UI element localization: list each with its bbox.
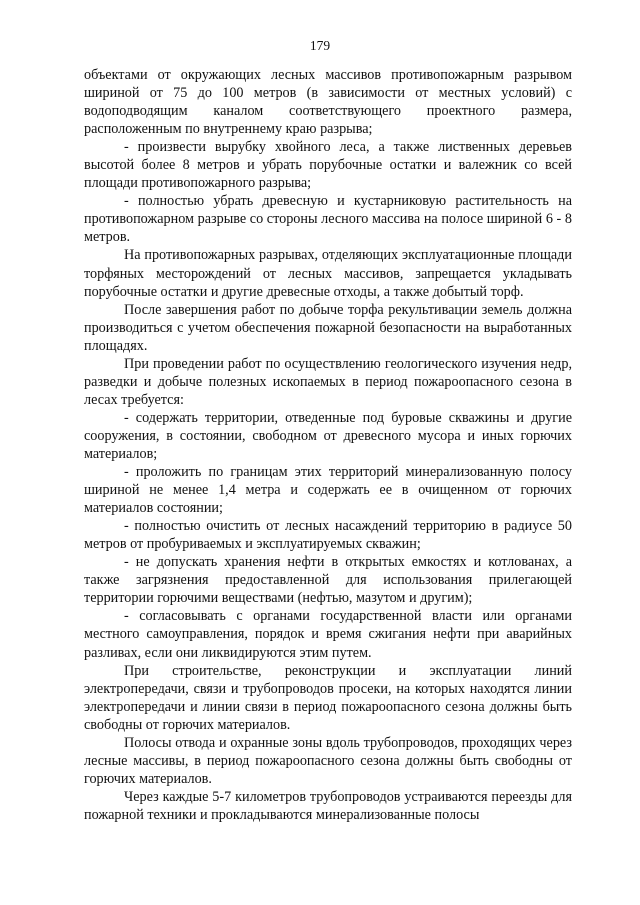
paragraph-list-item: - полностью убрать древесную и кустарниковую растительность на противопожарном разрыве со стороны лесного массива на полосе шириной 6 - 8 метров. [84,193,572,246]
paragraph-continuation: объектами от окружающих лесных массивов противопожарным разрывом шириной от 75 до 100 метров (в зависимости от местных условий) с водоподводящим каналом соответствующего проектного размера, расположенным по внутреннему краю разрыва; [84,67,572,138]
paragraph: При строительстве, реконструкции и эксплуатации линий электропередачи, связи и трубопроводов просеки, на которых находятся линии электропередачи и линии связи в период пожароопасного сезона должны быть свободны от горючих материалов. [84,662,572,733]
paragraph-list-item: - содержать территории, отведенные под буровые скважины и другие сооружения, в состоянии, свободном от древесного мусора и иных горючих материалов; [84,409,572,462]
document-body [84,66,572,824]
paragraph: Полосы отвода и охранные зоны вдоль трубопроводов, проходящих через лесные массивы, в период пожароопасного сезона должны быть свободны от горючих материалов. [84,734,572,787]
paragraph-list-item: - произвести вырубку хвойного леса, а также лиственных деревьев высотой более 8 метров и убрать порубочные остатки и валежник со всей площади противопожарного разрыва; [84,139,572,192]
paragraph-list-item: - полностью очистить от лесных насаждений территорию в радиусе 50 метров от пробуриваемых и эксплуатируемых скважин; [84,518,572,553]
paragraph-list-item: - проложить по границам этих территорий минерализованную полосу шириной не менее 1,4 метра и содержать ее в очищенном от горючих материалов состоянии; [84,464,572,517]
paragraph: При проведении работ по осуществлению геологического изучения недр, разведки и добыче полезных ископаемых в период пожароопасного сезона в лесах требуется: [84,355,572,408]
paragraph-list-item: - согласовывать с органами государственной власти или органами местного самоуправления, порядок и время сжигания нефти при аварийных разливах, если они ликвидируются этим путем. [84,608,572,661]
paragraph: После завершения работ по добыче торфа рекультивации земель должна производиться с учетом обеспечения пожарной безопасности на выработанных площадях. [84,301,572,354]
paragraph: На противопожарных разрывах, отделяющих эксплуатационные площади торфяных месторождений от лесных массивов, запрещается укладывать порубочные остатки и другие древесные отходы, а также добытый торф. [84,247,572,300]
paragraph: Через каждые 5-7 километров трубопроводов устраиваются переезды для пожарной техники и прокладываются минерализованные полосы [84,788,572,823]
page-number: 179 [309,38,331,53]
paragraph-list-item: - не допускать хранения нефти в открытых емкостях и котлованах, а также загрязнения предоставленной для использования прилегающей территории горючими веществами (нефтью, мазутом и другим); [84,554,572,607]
